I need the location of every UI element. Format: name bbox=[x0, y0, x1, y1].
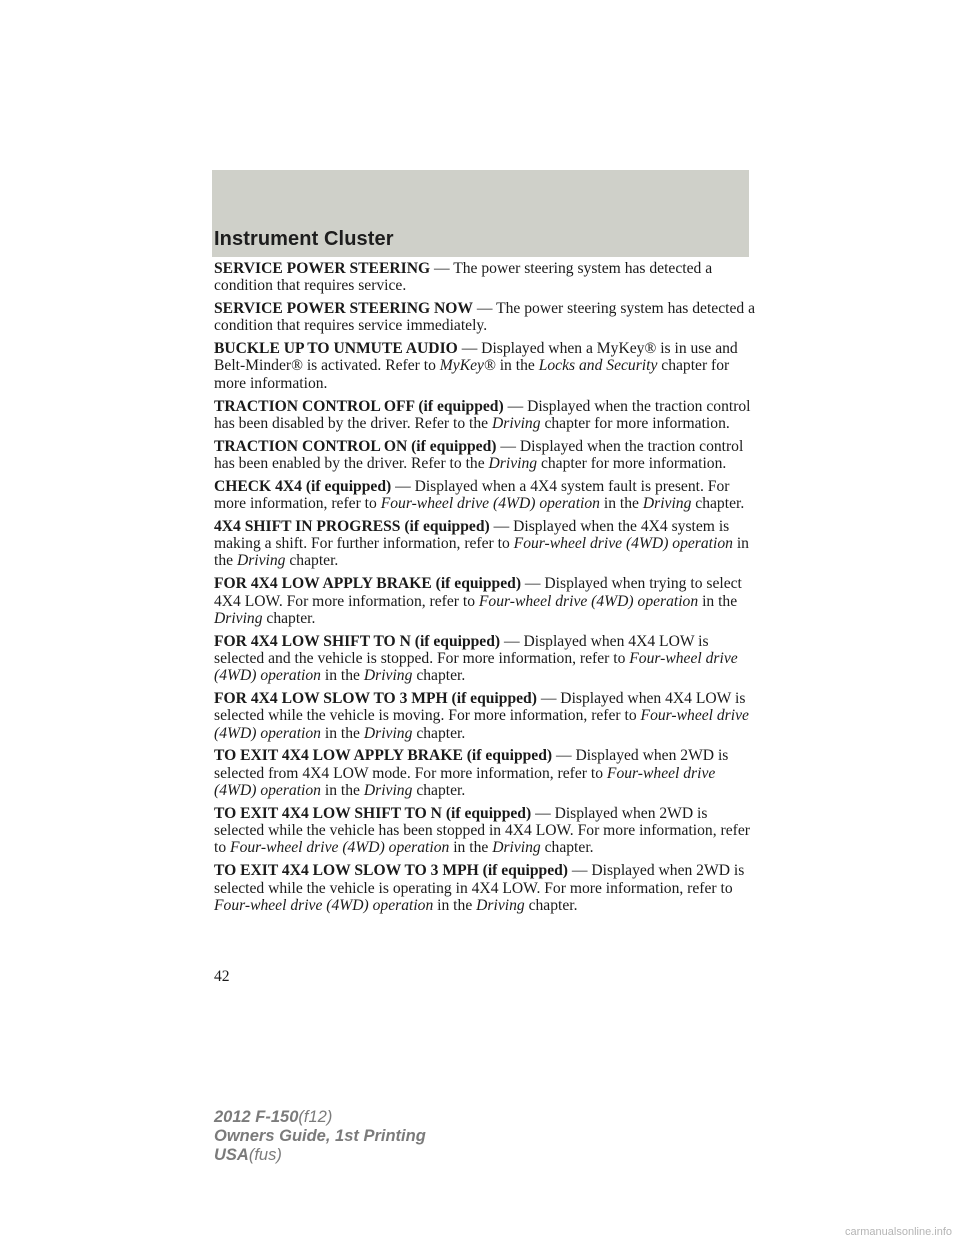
message-entry bbox=[214, 398, 759, 433]
message-description: — Displayed when 4X4 LOW is selected while the vehicle is moving. For more information, refer to bbox=[214, 690, 746, 725]
cross-reference: Four-wheel drive (4WD) operation bbox=[214, 707, 749, 742]
message-description: — Displayed when trying to select 4X4 LOW. For more information, refer to bbox=[214, 575, 742, 610]
cross-reference: Driving bbox=[476, 896, 525, 914]
message-entry bbox=[214, 633, 759, 685]
footer-model-code: (f12) bbox=[298, 1108, 333, 1126]
message-term: TO EXIT 4X4 LOW SLOW TO 3 MPH (if equipped) bbox=[214, 862, 568, 880]
message-entry bbox=[214, 300, 759, 335]
message-description: in the bbox=[499, 357, 535, 375]
message-description: chapter for more information. bbox=[544, 414, 730, 432]
message-term: TO EXIT 4X4 LOW APPLY BRAKE (if equipped) bbox=[214, 747, 553, 765]
message-entry bbox=[214, 862, 759, 914]
cross-reference: Driving bbox=[642, 495, 692, 513]
message-description: — Displayed when the 4X4 system is making a shift. For further information, refer to bbox=[214, 517, 730, 553]
cross-reference: Driving bbox=[492, 414, 541, 432]
message-description: in the bbox=[702, 592, 738, 610]
cross-reference: MyKey® bbox=[439, 357, 496, 375]
cross-reference: Four-wheel drive (4WD) operation bbox=[214, 896, 434, 914]
message-term: FOR 4X4 LOW SLOW TO 3 MPH (if equipped) bbox=[214, 690, 537, 708]
message-term: SERVICE POWER STEERING NOW bbox=[214, 300, 473, 318]
message-description: in the bbox=[603, 495, 639, 513]
message-description: chapter. bbox=[695, 495, 745, 513]
cross-reference: Driving bbox=[488, 454, 538, 472]
cross-reference: Four-wheel drive (4WD) operation bbox=[214, 764, 716, 800]
message-description: chapter. bbox=[528, 896, 578, 914]
cross-reference: Four-wheel drive (4WD) operation bbox=[214, 649, 738, 685]
cross-reference: Driving bbox=[214, 609, 263, 627]
message-description: — Displayed when 2WD is selected from 4X4 LOW mode. For more information, refer to bbox=[214, 747, 729, 782]
message-description: — Displayed when a MyKey® is in use and Belt-Minder® is activated. Refer to bbox=[214, 340, 738, 375]
message-description: chapter for more information. bbox=[214, 357, 730, 392]
print-footer bbox=[214, 1108, 426, 1165]
message-entry bbox=[214, 747, 759, 799]
message-description: in the bbox=[453, 839, 489, 857]
cross-reference: Locks and Security bbox=[538, 357, 658, 375]
message-entry bbox=[214, 805, 759, 857]
cross-reference: Driving bbox=[363, 667, 413, 685]
footer-market-code: (fus) bbox=[248, 1146, 282, 1164]
footer-market: USA bbox=[214, 1146, 249, 1164]
cross-reference: Four-wheel drive (4WD) operation bbox=[380, 495, 600, 513]
message-description: in the bbox=[214, 535, 749, 570]
section-title: Instrument Cluster bbox=[214, 228, 394, 250]
message-entry bbox=[214, 260, 759, 295]
message-description: — Displayed when the traction control has been disabled by the driver. Refer to the bbox=[214, 397, 751, 432]
message-description: — The power steering system has detected a condition that requires service immediately. bbox=[214, 300, 756, 335]
page-number: 42 bbox=[214, 968, 230, 985]
message-term: 4X4 SHIFT IN PROGRESS (if equipped) bbox=[214, 517, 490, 535]
message-description: chapter. bbox=[544, 839, 594, 857]
message-term: FOR 4X4 LOW APPLY BRAKE (if equipped) bbox=[214, 575, 522, 593]
message-term: SERVICE POWER STEERING bbox=[214, 260, 431, 277]
message-description: — The power steering system has detected a condition that requires service. bbox=[214, 260, 713, 295]
cross-reference: Driving bbox=[492, 839, 541, 857]
message-description: in the bbox=[324, 667, 360, 685]
message-entry bbox=[214, 690, 759, 742]
cross-reference: Four-wheel drive (4WD) operation bbox=[478, 592, 699, 610]
message-entry bbox=[214, 575, 759, 627]
cross-reference: Driving bbox=[363, 724, 413, 742]
message-term: BUCKLE UP TO UNMUTE AUDIO bbox=[214, 340, 458, 358]
message-term: TO EXIT 4X4 LOW SHIFT TO N (if equipped) bbox=[214, 804, 532, 822]
message-description: in the bbox=[437, 896, 473, 914]
message-description: — Displayed when a 4X4 system fault is present. For more information, refer to bbox=[214, 477, 730, 513]
message-description: — Displayed when 2WD is selected while the vehicle has been stopped in 4X4 LOW. For more information, refer to bbox=[214, 804, 750, 857]
message-entry bbox=[214, 518, 759, 570]
message-description: chapter for more information. bbox=[540, 454, 727, 472]
watermark-text: carmanualsonline.info bbox=[844, 1226, 952, 1238]
message-term: TRACTION CONTROL OFF (if equipped) bbox=[214, 397, 504, 415]
message-description: chapter. bbox=[289, 552, 339, 570]
message-entry bbox=[214, 438, 759, 473]
footer-model: 2012 F-150 bbox=[214, 1108, 299, 1126]
message-entry bbox=[214, 478, 759, 513]
footer-printing: Owners Guide, 1st Printing bbox=[214, 1127, 426, 1145]
message-description: chapter. bbox=[416, 782, 466, 800]
message-description: in the bbox=[324, 782, 360, 800]
message-description: chapter. bbox=[416, 667, 466, 685]
message-term: TRACTION CONTROL ON (if equipped) bbox=[214, 437, 497, 455]
message-description: chapter. bbox=[416, 724, 466, 742]
message-term: FOR 4X4 LOW SHIFT TO N (if equipped) bbox=[214, 632, 501, 650]
message-term: CHECK 4X4 (if equipped) bbox=[214, 477, 392, 495]
message-description: — Displayed when the traction control has been enabled by the driver. Refer to the bbox=[214, 437, 744, 472]
cross-reference: Four-wheel drive (4WD) operation bbox=[513, 535, 733, 553]
message-description: — Displayed when 2WD is selected while the vehicle is operating in 4X4 LOW. For more information, refer to bbox=[214, 862, 745, 897]
message-description: in the bbox=[324, 724, 360, 742]
message-description: chapter. bbox=[266, 609, 316, 627]
message-description: — Displayed when 4X4 LOW is selected and the vehicle is stopped. For more information, refer to bbox=[214, 632, 709, 667]
section-header-band bbox=[212, 170, 749, 257]
footer-line-model bbox=[214, 1108, 426, 1127]
message-entry bbox=[214, 340, 759, 392]
cross-reference: Driving bbox=[236, 552, 286, 570]
cross-reference: Driving bbox=[363, 782, 413, 800]
cross-reference: Four-wheel drive (4WD) operation bbox=[230, 839, 450, 857]
message-list bbox=[214, 260, 759, 920]
